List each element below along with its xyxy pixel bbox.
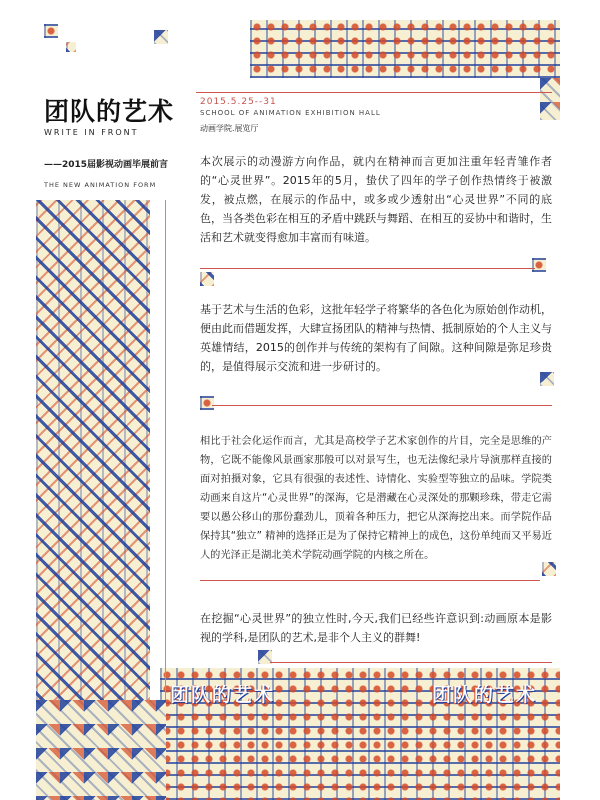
header-divider	[196, 92, 552, 93]
right-top-pattern	[540, 78, 560, 120]
stamp-top-left-2	[66, 42, 76, 52]
paragraph-4: 在挖掘“心灵世界”的独立性时,今天,我们已经些许意识到:动画原本是影视的学科,是团队的艺术,是非个人主义的群舞!	[200, 612, 552, 644]
page-title: 团队的艺术	[44, 97, 175, 126]
tagline-cn: ——2015届影视动画毕展前言	[44, 160, 169, 170]
stamp-top-left-1	[44, 24, 58, 38]
stamp-right-1	[532, 258, 546, 272]
paragraph-3: 相比于社会化运作而言，尤其是高校学子艺术家创作的片目，完全是思维的产物，它既不能像风景画家那般可以对景写生，也无法像纪录片导演那样直接的面对拍摄对象，它具有很强的表述性、诗情化、实验型等独立的品味。学院类动画来自这片“心灵世界”的深海，它是潜藏在心灵深处的那颗珍珠，带走它需要以愚公移山的那份蠢劲儿，顶着各种压力，把它从深海挖出来。而学院作品保持其“独立” 精神的选择正是为了保持它精神上的成色，这份单纯而又平易近人的光泽正是湖北美术学院动画学院的内核之所在。	[200, 436, 552, 561]
top-pattern-band	[250, 20, 560, 78]
divider-2	[212, 405, 552, 406]
divider-1	[200, 268, 535, 269]
paragraph-2: 基于艺术与生活的色彩，这批年轻学子将繁华的各色化为原始创作动机，便由此而借题发挥，大肆宣扬团队的精神与热情、抵制原始的个人主义与英雄情结，2015的创作并与传统的架构有了间隙。这种间隙是弥足珍贵的，是值得展示交流和进一步研讨的。	[200, 303, 552, 373]
event-date: 2015.5.25--31	[200, 97, 277, 107]
venue-en: SCHOOL OF ANIMATION EXHIBITION HALL	[200, 109, 381, 117]
left-pattern-column	[36, 200, 150, 715]
subtitle-en: WRITE IN FRONT	[44, 128, 139, 137]
divider-3	[200, 580, 540, 581]
bottom-title-left: 团队的艺术	[170, 684, 276, 706]
bottom-title-right: 团队的艺术	[432, 684, 538, 706]
stamp-left-1	[200, 272, 214, 286]
paragraph-1: 本次展示的动漫游方向作品，就内在精神而言更加注重年轻青雏作者的“心灵世界”。2015年的5月，蛰伏了四年的学子创作热情终于被激发，被点燃，在展示的作品中，或多或少透射出“心灵世界”不同的底色，当各类色彩在相互的矛盾中跳跃与舞蹈、在相互的妥协中和谐时，生活和艺术就变得愈加丰富而有味道。	[200, 155, 552, 244]
venue-cn: 动画学院.展览厅	[200, 124, 259, 133]
divider-4	[270, 662, 552, 663]
bottom-left-pattern	[36, 700, 166, 800]
stamp-top-mid	[154, 30, 168, 44]
vertical-guide-line	[165, 200, 166, 700]
tagline-en: THE NEW ANIMATION FORM	[44, 181, 157, 189]
stamp-left-2	[200, 396, 214, 410]
